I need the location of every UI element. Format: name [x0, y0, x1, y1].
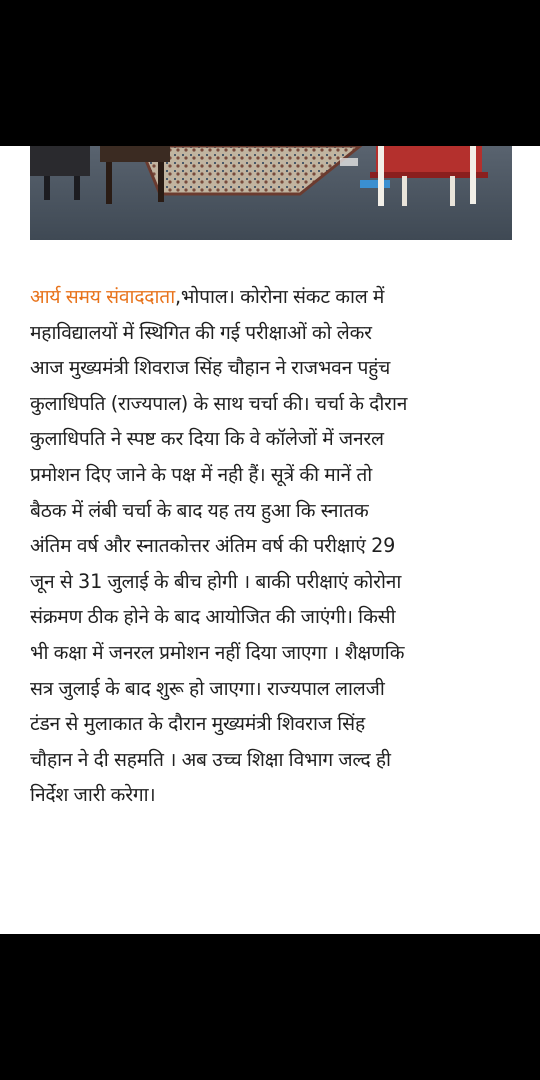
article-line-7: बैठक में लंबी चर्चा के बाद यह तय हुआ कि स्नातक: [30, 498, 369, 522]
article-line-8: अंतिम वर्ष और स्नातकोत्तर अंतिम वर्ष की परीक्षाएं 29: [30, 534, 396, 558]
article-line-4: कुलाधिपति (राज्यपाल) के साथ चर्चा की। चर्चा के दौरान: [30, 391, 408, 415]
article-line-9: जून से 31 जुलाई के बीच होगी । बाकी परीक्षाएं कोरोना: [30, 569, 402, 593]
article-line-15: निर्देश जारी करेगा।: [30, 783, 156, 807]
article-photo-image: [30, 146, 512, 240]
article-line-13: टंडन से मुलाकात के दौरान मुख्यमंत्री शिवराज सिंह: [30, 712, 365, 736]
article-line-2: महाविद्यालयों में स्थिगित की गई परीक्षाओं को लेकर: [30, 320, 372, 344]
article-line-3: आज मुख्यमंत्री शिवराज सिंह चौहान ने राजभवन पहुंच: [30, 356, 391, 380]
article-card: [0, 146, 540, 934]
article-line-14: चौहान ने दी सहमति । अब उच्च शिक्षा विभाग जल्द ही: [30, 747, 391, 771]
article-line-12: सत्र जुलाई के बाद शुरू हो जाएगा। राज्यपाल लालजी: [30, 676, 385, 700]
article-photo: [30, 146, 512, 240]
article-line-1-text: ,भोपाल। कोरोना संकट काल में: [174, 285, 385, 308]
article-line-11: भी कक्षा में जनरल प्रमोशन नहीं दिया जाएगा । शैक्षणकि: [30, 640, 405, 664]
bottom-black-area: [0, 934, 540, 1080]
article-line-6: प्रमोशन दिए जाने के पक्ष में नही हैं। सूत्रें की मानें तो: [30, 462, 373, 486]
article-body: [30, 279, 516, 813]
byline-link[interactable]: आर्य समय संवाददाता: [30, 285, 175, 308]
article-line-5: कुलाधिपति ने स्पष्ट कर दिया कि वे कॉलेजों में जनरल: [30, 427, 384, 451]
article-line-10: संक्रमण ठीक होने के बाद आयोजित की जाएंगी। किसी: [30, 605, 396, 629]
article-line-1: [30, 279, 516, 315]
